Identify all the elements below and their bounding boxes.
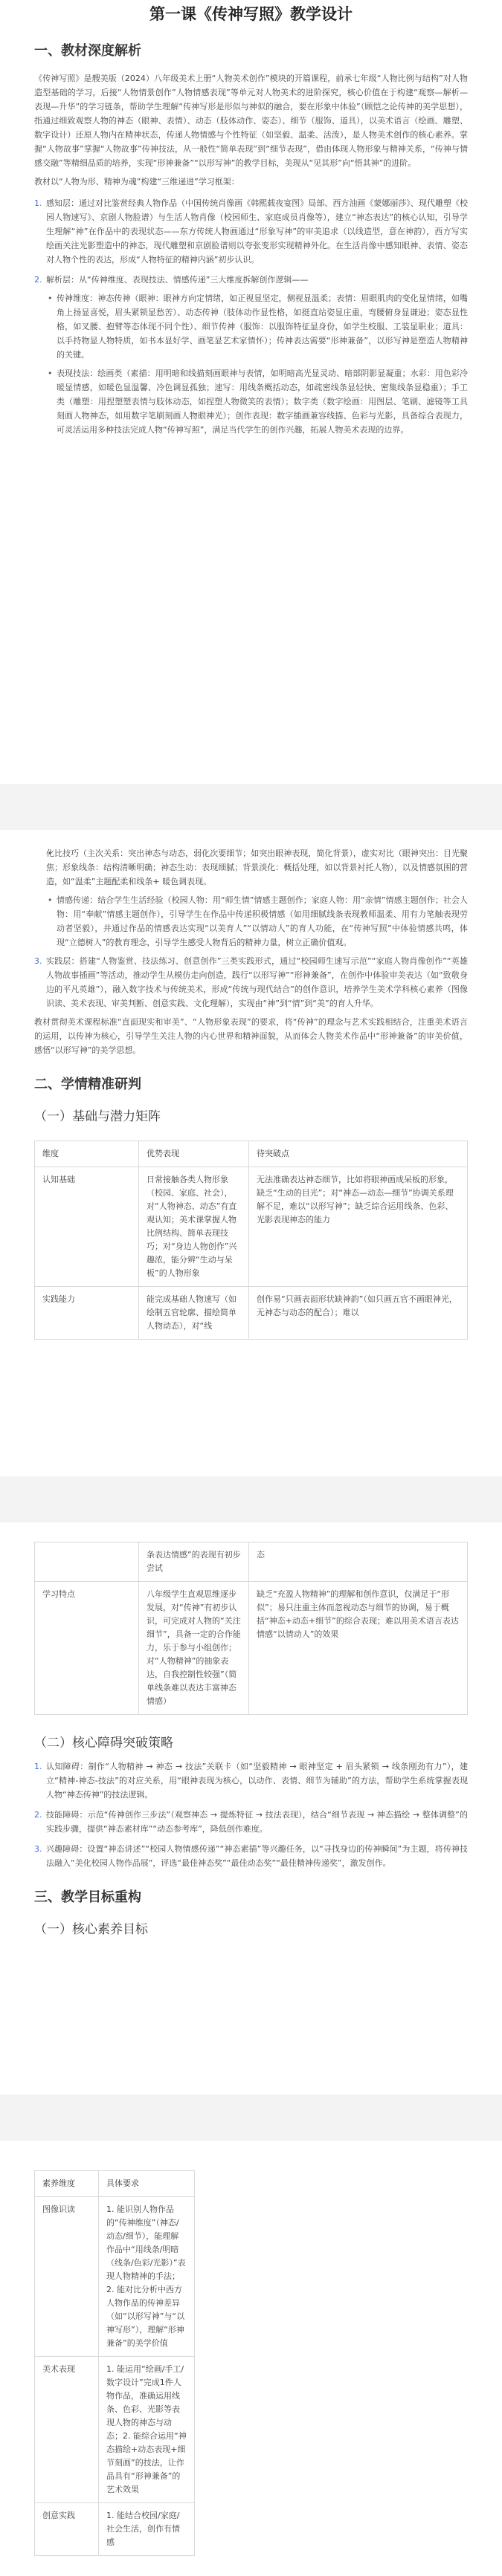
- item-number: 1.: [34, 198, 42, 208]
- table-row: [35, 1542, 468, 1582]
- table-cell: 学习特点: [35, 1582, 139, 1715]
- table-cell: 态: [249, 1542, 468, 1582]
- item-number: 1.: [34, 1762, 42, 1771]
- table-cell: 创意实践: [35, 2503, 99, 2556]
- table-cell: 实践能力: [35, 1287, 139, 1340]
- strategy-item: [34, 1808, 468, 1836]
- framework-list: [34, 196, 468, 437]
- table-cell: 1. 能结合校园/家庭/社会生活，创作有情感: [99, 2503, 195, 2556]
- table-header-row: [35, 1141, 468, 1167]
- table-cell: 日常接触各类人物形象（校园、家庭、社会），对“人物神态、动态”有直观认知；美术课掌握人物比例结构、简单表现技巧；对“身边人物创作”兴趣浓，能分辨“生动与呆板”的人物形象: [139, 1167, 249, 1287]
- item-text: 实践层：搭建“人物鉴赏、技法练习、创意创作”三类实践形式，通过“校园师生速写示范”“家庭人物肖像创作”“英雄人物故事插画”等活动，推动学生从模仿走向创造，践行“以形写神”“形神兼备”，在创作中体验审美表达（如“致敬身边的平凡英雄”），融入数字技术与传统美术，形成“传统与现代结合”的创作意识，培养学生美术学科核心素养（图像识读、美术表现、审美判断、创意实践、文化理解），实现由“神”到“情”到“美”的育人升华。: [46, 956, 468, 1008]
- sub-item: • 情感传递：结合学生生活经验（校园人物：用“师生情”情感主题创作；家庭人物：用“亲情”情感主题创作；社会人物：用“奉献”情感主题创作），引导学生在作品中传递积极情感（如用细腻线条表现教师温柔、用有力笔触表现劳动者坚毅），并通过作品的情感表达实现“以美育人”“以情动人”的育人功能，在“传神写照”中体验情感共鸣，体现“立德树人”的教育理念，引导学生感受人物背后的精神力量，树立正确价值观。: [46, 893, 468, 950]
- table-header-cell: 优势表现: [139, 1141, 249, 1167]
- item-text: 技能障碍：示范“传神创作三步法”（观察神态 → 提炼特征 → 技法表现），结合“细节表现 → 神态描绘 → 整体调整”的实践步骤，提供“神态素材库”“动态参考库”，降低创作难度。: [46, 1810, 468, 1834]
- table-cell: 缺乏“充盈人物精神”的理解和创作意识，仅满足于“形似”；易只注重主体而忽视动态与细节的协调，易于概括“神态+动态+细节”的综合表现；难以用美术语言表达情感“以情动人”的效果: [249, 1582, 468, 1715]
- section-3-heading: 三、教学目标重构: [34, 1889, 141, 1905]
- table-cell: 能完成基础人物速写（如绘制五官轮廓、描绘简单人物动态），对“线: [139, 1287, 249, 1340]
- table-cell: 美术表现: [35, 2357, 99, 2503]
- strategy-item: [34, 1759, 468, 1802]
- table-cell: 图像识读: [35, 2197, 99, 2357]
- section-1-closing: 教材贯彻美术课程标准“直面现实和审美”、“人物形象表现”的要求，将“传神”的理念与艺术实践相结合，注重美术语言的运用，以传神为核心，引导学生关注人物的内心世界和精神面貌，从而体会人物美术作品中“形神兼备”的审美价值，感悟“以形写神”的美学思想。: [34, 1017, 468, 1055]
- section-1-intro: 《传神写照》是艘美版（2024）八年级美术上册“人物美术创作”模块的开篇课程，前承七年级“人物比例与结构”对人物造型基础的学习，后接“人物情景创作”人物情感表现”等单元对人物美术的进阶探究，核心价值在于构建“观察—解析—表现—升华”的学习链条，帮助学生理解“传神写形是形似与神似的融合，要在形象中体验”（顾恺之论传神的美学思想），指通过细致观察人物的神态（眼神、表情）、动态（肢体动作、姿态）、细节（服饰、道具），以美术语言（绘画、雕塑、数字设计）还原人物内在精神状态，传递人物情感与个性特征（如坚毅、温柔、活泼），是人物美术创作的核心素养。掌握“人物故事”掌握“人物故事”传神技法，从一般性“简单表现”到“细节表现”，借由体现人物形象与精神关系，“传神与情感交融”等精细品质的培养，实现“形神兼备”“以形写神”的教学目标，美现从“见其形”向“悟其神”的进阶。: [34, 74, 468, 168]
- sub-item: • 表现技法：绘画类（素描：用明暗和线描刻画眼神与表情，如明暗高光显灵动、暗部阴影显凝重；水彩：用色彩冷暖显情感，如暖色显温馨、冷色调显孤独；速写：用线条概括动态，如疏密线条显轻快、密集线条显稳重）；手工类（雕塑：用捏塑塑表情与肢体动态，如捏塑人物微笑的表情）；数字类（数字绘画：用图层、笔刷、滤镜等工具刻画人物神态，如用数字笔刷刻画人物眼神光）；创作表现：数字插画兼容线描、色彩与光影，具备综合表现力，可灵活运用多种技法完成人物“传神写照”，满足当代学生的创作兴趣，拓展人物美术表现的边界。: [46, 366, 468, 437]
- table-cell: 认知基础: [35, 1167, 139, 1287]
- framework-item: [34, 196, 468, 267]
- subsection-basis-heading: （一）基础与潜力矩阵: [34, 1109, 161, 1124]
- table-header-row: [35, 2171, 195, 2197]
- table-row: [35, 2357, 195, 2503]
- table-header-cell: 素养维度: [35, 2171, 99, 2197]
- item-text: 感知层：通过对比鉴赏经典人物作品（中国传统肖像画《韩熙载夜宴图》局部、西方油画《蒙娜丽莎》、现代雕塑《校园人物速写》、京剧人物脸谱）与生活人物肖像（校园师生、家庭成员肖像等），建立“神态表达”的核心认知，引导学生理解“神”在作品中的表现状态——东方传统人物画通过“形象写神”的审美追求（以线造型，意在神韵），西方写实绘画关注光影塑造中的神态，现代雕塑和京剧脸谱则以夸张变形实现精神外化。在生活肖像中感知眼神、表情、姿态对人物个性的表达，形成“人物特征的精神内涵”初步认识。: [46, 198, 468, 265]
- table-row: [35, 1287, 468, 1340]
- table-cell: 1. 能运用“绘画/手工/数字设计”完成1件人物作品，准确运用线条、色彩、光影等表现人物的神态与动态；2. 能综合运用“神态描绘+动态表现+细节刻画”的技法，让作品具有“形神兼备”的艺术效果: [99, 2357, 195, 2503]
- sub-list-continued: [34, 846, 468, 950]
- page-3: [0, 1522, 502, 2095]
- literacy-table: [34, 2170, 195, 2556]
- item-text: 兴趣障碍：设置“神态讲述”“校园人物情感传递”“神态素描”等兴趣任务，以“寻找身边的传神瞬间”为主题，将传神技法融入“美化校园人物作品展”，评选“最佳神态奖”“最佳动态奖”“最佳精神传递奖”，激发创作。: [46, 1844, 468, 1868]
- document-title: 第一课《传神写照》教学设计: [149, 5, 353, 23]
- table-cell: 八年级学生直观思维逐步发展，对“传神”有初步认识，可完成对人物的“关注细节”，具备一定的合作能力，乐于参与小组创作；对“人物精神”的抽象表达，自我控制性较强”（简单线条难以表达丰富神态情感）: [139, 1582, 249, 1715]
- item-text: 认知障碍：制作“人物精神 → 神态 → 技法”关联卡（如“坚毅精神 → 眼神坚定 + 眉头紧锁 → 线条刚劲有力”），建立“精神-神态-技法”的对应关系，用“眼神表现为核心，以动作、表情、细节为辅助”的方法，帮助学生系统掌握表现人物“神态传神”的技法逻辑。: [46, 1762, 468, 1800]
- page-2: [0, 830, 502, 1476]
- item-number: 2.: [34, 1810, 42, 1820]
- table-row: [35, 1582, 468, 1715]
- sub-item: • 传神维度：神态传神（眼神：眼神方向定情绪，如正视显坚定，侧视显温柔；表情：眉眼肌肉的变化显情绪，如嘴角上扬显喜悦，眉头紧锁显愁苦）、动态传神（肢体动作显性格，如挺直站姿显庄重，弯腰俯身显谦逊；姿态显性格，如叉腰、抱臂等态体现不同个性）、细节传神（服饰：以服饰特征显身份，如学生校服、工装显职业；道具：以手持物显人物特质，如书本显好学、画笔显艺术家情怀）；传神表达需要“形神兼备”，以形写神是塑造人物精神的关键。: [46, 291, 468, 362]
- page-gap: [0, 784, 502, 830]
- page-gap: [0, 2095, 502, 2141]
- item-number: 3.: [34, 956, 42, 966]
- section-2-heading: 二、学情精准研判: [34, 1077, 141, 1092]
- basis-table: [34, 1141, 468, 1340]
- item-text: 解析层：从“传神维度、表现技法、情感传递”三大维度拆解创作逻辑——: [46, 275, 309, 285]
- section-1-heading: 一、教材深度解析: [34, 43, 141, 59]
- basis-table-continued: [34, 1542, 468, 1715]
- framework-item: [34, 273, 468, 437]
- sub-list: [46, 291, 468, 437]
- table-row: [35, 1167, 468, 1287]
- table-header-cell: 维度: [35, 1141, 139, 1167]
- item-number: 3.: [34, 1844, 42, 1854]
- framework-intro: 教材以“人物为形、精神为魂”构建“三维递进”学习框架：: [34, 177, 239, 186]
- subsection-literacy-heading: （一）核心素养目标: [34, 1922, 148, 1937]
- framework-item: [34, 954, 468, 1010]
- table-row: [35, 2197, 195, 2357]
- strategy-item: [34, 1842, 468, 1870]
- page-1: [0, 0, 502, 784]
- page-4: [0, 2141, 502, 2576]
- framework-list-continued: [34, 954, 468, 1010]
- table-row: [35, 2503, 195, 2556]
- table-cell: 创作易“只画表面形状缺神韵”（如只画五官不画眼神光，无神态与动态的配合）；难以: [249, 1287, 468, 1340]
- page-gap: [0, 1476, 502, 1522]
- table-cell: [35, 1542, 139, 1582]
- table-cell: 1. 能识别人物作品的“传神维度”（神态/动态/细节），能理解作品中“用线条/明暗（线条/色彩/光影）”表现人物精神的手法；2. 能对比分析中西方人物作品的传神差异（如“以形写神”与“以神写形”），理解“形神兼备”的美学价值: [99, 2197, 195, 2357]
- table-cell: 无法准确表达神态细节，比如将眼神画成呆板的形象，缺乏“生动的目光”；对“神态—动态—细节”协调关系理解不足，难以“以形写神”；缺乏综合运用线条、色彩、光影表现神态的能力: [249, 1167, 468, 1287]
- table-header-cell: 具体要求: [99, 2171, 195, 2197]
- item-number: 2.: [34, 275, 42, 285]
- subsection-strategy-heading: （二）核心障碍突破策略: [34, 1736, 173, 1751]
- table-header-cell: 待突破点: [249, 1141, 468, 1167]
- sub-item: • 化比技巧（主次关系：突出神态与动态，弱化次要细节；如突出眼神表现，简化背景），虚实对比（眼神突出：目光聚焦；形象线条：结构清晰明确；神态生动：表现细腻；背景淡化：概括处理，如以背景衬托人物），以及情感氛围的营造，如“温柔”主题配柔和线条+ 暖色调表现。: [46, 846, 468, 889]
- strategy-list: [34, 1759, 468, 1870]
- table-cell: 条表达情感”的表现有初步尝试: [139, 1542, 249, 1582]
